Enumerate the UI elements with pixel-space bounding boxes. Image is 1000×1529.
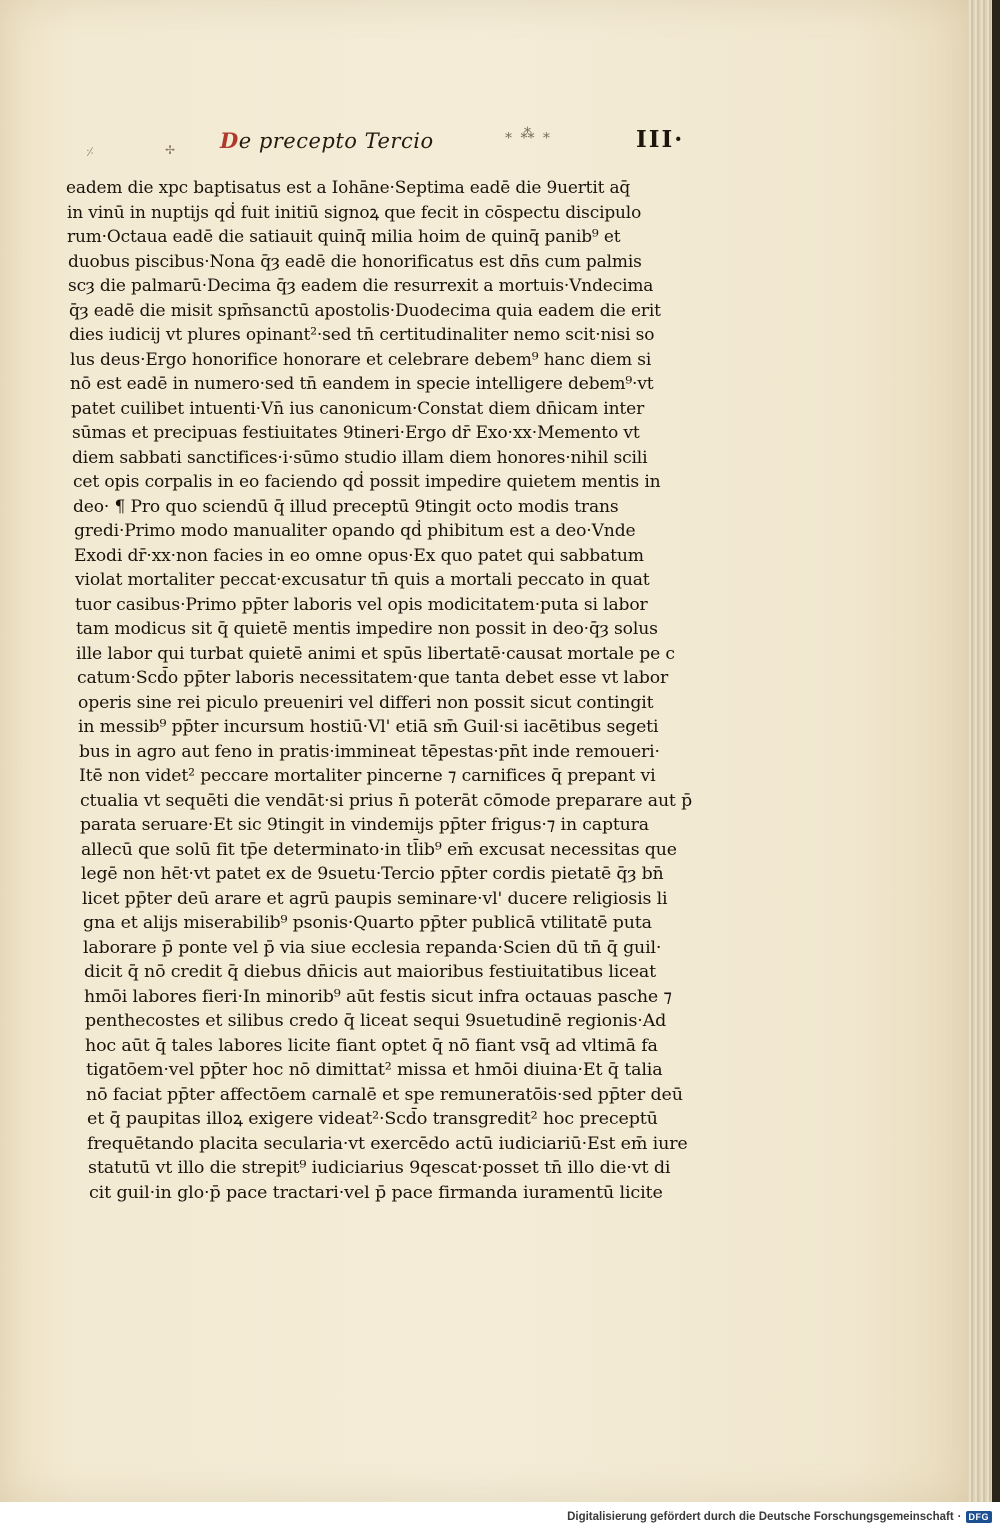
text-line: Exodi dr̄·xx·non facies in eo omne opus·Ex quo patet qui sabbatum [74, 545, 644, 566]
main-text-block [66, 176, 716, 1205]
text-line: Itē non videt² peccare mortaliter pincerne ⁊ carnifices q̄ prepant vi [79, 766, 656, 786]
text-line: frequētando placita secularia·vt exercēdo actū iudiciariū·Est em̄ iure [87, 1133, 688, 1154]
text-line: parata seruare·Et sic 9tingit in vindemijs pp̄ter frigus·⁊ in captura [80, 815, 649, 835]
text-line: nō faciat pp̄ter affectōem carnalē et spe remuneratōis·sed pp̄ter deū [86, 1084, 683, 1105]
text-line: lus deus·Ergo honorifice honorare et celebrare debem⁹ hanc diem si [70, 349, 652, 370]
text-line: deo· ¶ Pro quo sciendū q̄ illud preceptū 9tingit octo modis trans [73, 496, 619, 517]
text-line: hoc aūt q̄ tales labores licite fiant optet q̄ nō fiant vsq̄ ad vltimā fa [85, 1035, 658, 1056]
text-line: gna et alijs miserabilib⁹ psonis·Quarto pp̄ter publicā vtilitatē puta [83, 913, 652, 933]
text-line: tam modicus sit q̄ quietē mentis impedire non possit in deo·q̄ȝ solus [76, 619, 658, 639]
text-line: tuor casibus·Primo pp̄ter laboris vel opis modicitatem·puta si labor [75, 594, 648, 615]
text-line: ctualia vt sequēti die vendāt·si prius n̄ poterāt cōmode preparare aut p̄ [80, 790, 692, 811]
text-line: hmōi labores fieri·In minorib⁹ aūt festis sicut infra octauas pasche ⁊ [84, 986, 672, 1007]
printer-ornament: ⁎ ⁂ ⁎ [505, 126, 552, 142]
running-head-text: e precepto Tercio [238, 129, 434, 153]
text-line: operis sine rei piculo preueniri vel differi non possit sicut contingit [78, 692, 654, 713]
running-head [220, 128, 434, 153]
text-line: legē non hēt·vt patet ex de 9suetu·Tercio pp̄ter cordis pietatē q̄ȝ bn̄ [81, 864, 664, 884]
text-line: laborare p̄ ponte vel p̄ via siue ecclesia repanda·Scien dū tn̄ q̄ guil· [83, 937, 662, 958]
text-line: duobus piscibus·Nona q̄ȝ eadē die honorificatus est dn̄s cum palmis [68, 251, 642, 272]
text-line: ille labor qui turbat quietē animi et spūs libertatē·causat mortale pe c [76, 643, 675, 664]
digitization-footer: Digitalisierung gefördert durch die Deutsche Forschungsgemeinschaft · DFG [567, 1511, 992, 1523]
margin-mark: ⸓ [86, 145, 94, 159]
text-line: tigatōem·vel pp̄ter hoc nō dimittat² missa et hmōi diuina·Et q̄ talia [86, 1060, 663, 1080]
text-line: diem sabbati sanctifices·i·sūmo studio illam diem honores·nihil scili [72, 447, 648, 468]
text-line: eadem die xpc baptisatus est a Iohāne·Septima eadē die 9uertit aq̄ [66, 178, 631, 198]
folio-number: III· [636, 126, 685, 153]
text-line: penthecostes et silibus credo q̄ liceat sequi 9suetudinē regionis·Ad [85, 1011, 667, 1031]
text-line: sūmas et precipuas festiuitates 9tineri·Ergo dr̄ Exo·xx·Memento vt [72, 423, 640, 443]
text-line: bus in agro aut feno in pratis·immineat tēpestas·pn̄t inde remoueri· [79, 741, 660, 762]
text-line: statutū vt illo die strepit⁹ iudiciarius 9qescat·posset tn̄ illo die·vt di [88, 1158, 671, 1178]
text-line: dicit q̄ nō credit q̄ diebus dn̄icis aut maioribus festiuitatibus liceat [84, 962, 657, 982]
text-line: allecū que solū fit tp̄e determinato·in tl̄ib⁹ em̄ excusat necessitas que [81, 839, 677, 860]
text-line: patet cuilibet intuenti·Vn̄ ius canonicum·Constat diem dn̄icam inter [71, 398, 645, 419]
dfg-logo-icon: DFG [966, 1511, 993, 1523]
text-line: in messib⁹ pp̄ter incursum hostiū·Vl' etiā sm̄ Guil·si iacētibus segeti [78, 717, 659, 737]
text-line: in vinū in nuptijs qḋ fuit initiū signoꝝ que fecit in cōspectu discipulo [67, 202, 642, 223]
text-line: violat mortaliter peccat·excusatur tn̄ quis a mortali peccato in quat [75, 570, 650, 590]
running-head-initial: D [220, 128, 239, 153]
text-line: q̄ȝ eadē die misit spm̄sanctū apostolis·Duodecima quia eadem die erit [69, 300, 661, 321]
text-line: et q̄ paupitas illoꝝ exigere videat²·Scd̄o transgredit² hoc preceptū [87, 1109, 658, 1129]
footer-credit: Digitalisierung gefördert durch die Deutsche Forschungsgemeinschaft [567, 1511, 954, 1523]
text-line: nō est eadē in numero·sed tn̄ eandem in specie intelligere debem⁹·vt [70, 374, 654, 394]
text-line: scȝ die palmarū·Decima q̄ȝ eadem die resurrexit a mortuis·Vndecima [68, 276, 654, 296]
book-fore-edge [968, 0, 1000, 1502]
text-line: licet pp̄ter deū arare et agrū paupis seminare·vl' ducere religiosis li [82, 888, 668, 909]
text-line: gredi·Primo modo manualiter opando qḋ phibitum est a deo·Vnde [74, 521, 636, 541]
text-line: rum·Octaua eadē die satiauit quinq̄ milia hoim de quinq̄ panib⁹ et [67, 227, 621, 247]
text-line: dies iudicij vt plures opinant²·sed tn̄ certitudinaliter nemo scit·nisi so [69, 325, 655, 345]
text-line: cet opis corpalis in eo faciendo qḋ possit impedire quietem mentis in [73, 472, 661, 492]
text-line: cit guil·in glo·p̄ pace tractari·vel p̄ pace firmanda iuramentū licite [89, 1182, 663, 1203]
margin-mark: ✢ [165, 143, 176, 157]
text-line: catum·Scd̄o pp̄ter laboris necessitatem·que tanta debet esse vt labor [77, 668, 669, 688]
